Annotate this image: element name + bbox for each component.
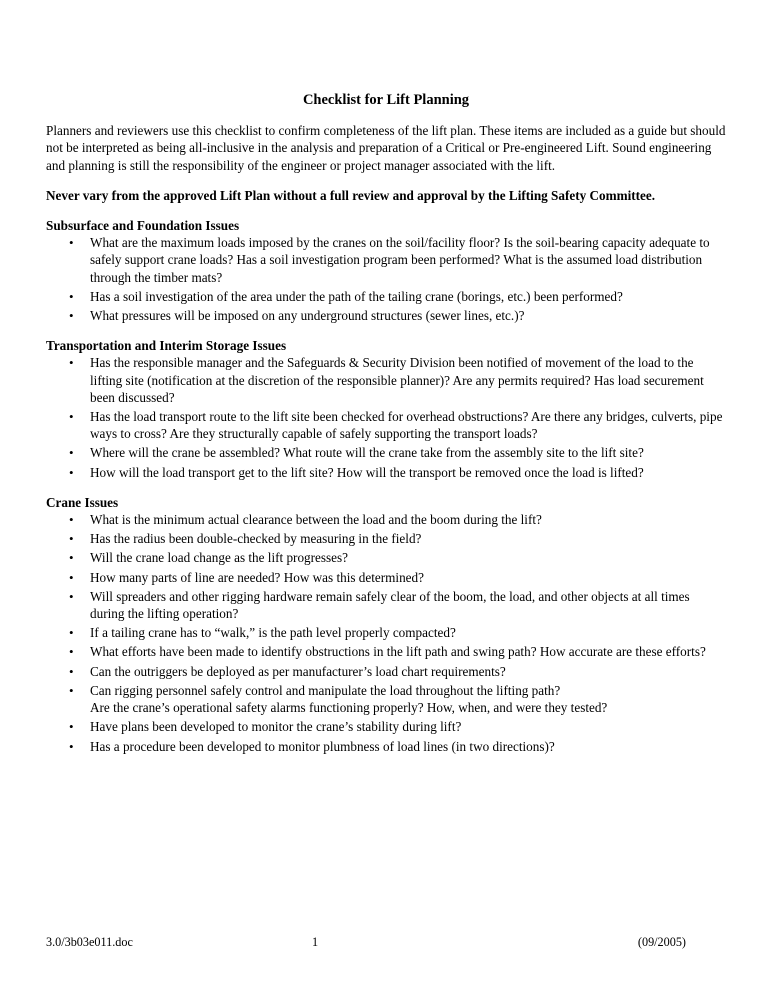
section-transportation: [46, 337, 726, 481]
checklist-item: • Have plans been developed to monitor the crane’s stability during lift?: [69, 719, 462, 735]
bullet-icon: •: [69, 588, 74, 604]
bullet-icon: •: [69, 682, 74, 698]
bullet-icon: •: [69, 550, 74, 566]
intro-paragraph: Planners and reviewers use this checklist to confirm completeness of the lift plan. These items are included as a guide but should not be interpreted as being all-inclusive in the analysis and preparation of a Critical or Pre-engineered Lift. Sound engineering and planning is still the responsibility of the engineer or project manager associated with the lift.: [46, 123, 726, 173]
checklist-item: • What are the maximum loads imposed by the cranes on the soil/facility floor? Is the soil-bearing capacity adequate to safely support crane loads? Has a soil investigation program been performed? What is the assumed load distribution through the timber mats?: [69, 235, 710, 285]
bullet-icon: •: [69, 569, 74, 585]
checklist-item: • How many parts of line are needed? How was this determined?: [69, 569, 424, 585]
bullet-icon: •: [69, 235, 74, 251]
checklist-item: • Can rigging personnel safely control and manipulate the load throughout the lifting path? Are the crane’s operational safety alarms functioning properly? How, when, and were they tested?: [46, 682, 726, 716]
bullet-icon: •: [69, 409, 74, 425]
bullet-icon: •: [69, 464, 74, 480]
checklist-item: • Will spreaders and other rigging hardware remain safely clear of the boom, the load, and other objects at all times during the lifting operation?: [69, 588, 690, 622]
bullet-icon: •: [69, 644, 74, 660]
checklist-item: • What is the minimum actual clearance between the load and the boom during the lift?: [69, 512, 542, 528]
warning-paragraph: Never vary from the approved Lift Plan without a full review and approval by the Lifting Safety Committee.: [46, 187, 656, 203]
checklist: [46, 234, 726, 324]
bullet-icon: •: [69, 308, 74, 324]
bullet-icon: •: [69, 663, 74, 679]
section-crane: [46, 494, 726, 755]
checklist-item: • Has the load transport route to the lift site been checked for overhead obstructions? Are there any bridges, culverts, pipe ways to cross? Are they structurally capable of safely supporting the transport loads?: [69, 409, 723, 442]
section-heading: Crane Issues: [46, 494, 119, 510]
bullet-icon: •: [69, 288, 74, 304]
document-title: Checklist for Lift Planning: [302, 92, 470, 108]
checklist-item: • Where will the crane be assembled? What route will the crane take from the assembly site to the lift site?: [69, 445, 644, 461]
bullet-icon: •: [69, 625, 74, 641]
bullet-icon: •: [69, 531, 74, 547]
checklist-item: • Can the outriggers be deployed as per manufacturer’s load chart requirements?: [69, 663, 506, 679]
section-heading: Subsurface and Foundation Issues: [46, 218, 240, 234]
checklist-item: • Has a soil investigation of the area under the path of the tailing crane (borings, etc.) been performed?: [69, 288, 623, 304]
document-page: [46, 92, 726, 768]
bullet-icon: •: [69, 445, 74, 461]
checklist-item-continuation: Are the crane’s operational safety alarms functioning properly? How, when, and were they tested?: [90, 700, 608, 716]
checklist-item: • What efforts have been made to identify obstructions in the lift path and swing path? How accurate are these efforts?: [69, 644, 706, 660]
bullet-icon: •: [69, 738, 74, 754]
checklist-item: • Will the crane load change as the lift progresses?: [69, 550, 348, 566]
section-subsurface: [46, 217, 726, 324]
section-heading: Transportation and Interim Storage Issues: [46, 338, 287, 354]
checklist-item: • If a tailing crane has to “walk,” is the path level properly compacted?: [69, 625, 456, 641]
bullet-icon: •: [69, 355, 74, 371]
bullet-icon: •: [69, 719, 74, 735]
checklist-item: • How will the load transport get to the lift site? How will the transport be removed once the load is lifted?: [69, 464, 644, 480]
footer-doc-id: 3.0/3b03e011.doc: [46, 935, 133, 949]
checklist-item: • What pressures will be imposed on any underground structures (sewer lines, etc.)?: [69, 308, 525, 324]
checklist-item: • Has the radius been double-checked by measuring in the field?: [69, 531, 422, 547]
bullet-icon: •: [69, 512, 74, 528]
checklist-item: • Has the responsible manager and the Safeguards & Security Division been notified of movement of the load to the lifting site (notification at the discretion of the responsible planner)? Are any permits required? Has load securement been discussed?: [69, 355, 704, 405]
footer-date: (09/2005): [637, 935, 686, 949]
checklist: [46, 511, 726, 755]
footer-page-number: 1: [312, 935, 319, 949]
checklist-item: • Has a procedure been developed to monitor plumbness of load lines (in two directions)?: [69, 738, 555, 754]
checklist: [46, 354, 726, 480]
